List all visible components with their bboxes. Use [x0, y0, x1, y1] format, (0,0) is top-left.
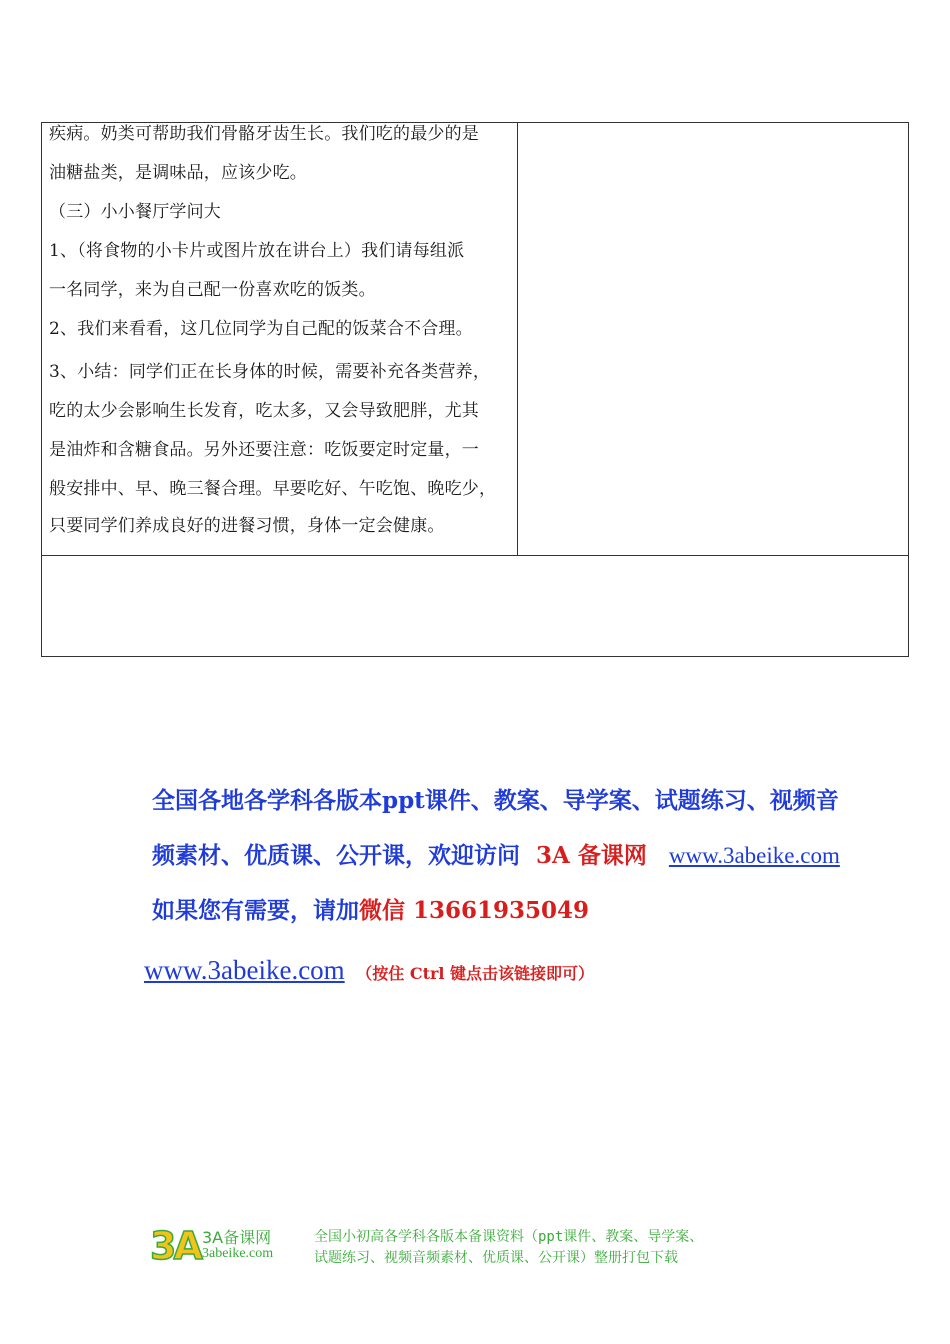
promo-line-2 [152, 837, 840, 870]
content-line: 2、我们来看看，这几位同学为自己配的饭菜合不合理。 [49, 319, 473, 339]
section-heading: （三）小小餐厅学问大 [49, 202, 221, 222]
wechat-contact: 微信 13661935049 [359, 897, 590, 924]
website-link[interactable]: www.3abeike.com [144, 955, 345, 985]
lesson-content-cell [42, 123, 518, 555]
content-line: 油糖盐类，是调味品，应该少吃。 [49, 163, 307, 183]
content-line: 只要同学们养成良好的进餐习惯，身体一定会健康。 [49, 516, 445, 536]
promo-text: 频素材、优质课、公开课，欢迎访问 [152, 842, 520, 869]
promo-line-3 [152, 892, 589, 925]
footer-line-2: 试题练习、视频音频素材、优质课、公开课）整册打包下载 [314, 1250, 678, 1266]
promo-text: 如果您有需要，请加 [152, 897, 359, 924]
brand-name: 3A 备课网 [536, 842, 647, 869]
promo-line-4 [144, 955, 594, 986]
table-row-empty [42, 556, 908, 656]
table-row [42, 123, 908, 556]
content-line: 一名同学，来为自己配一份喜欢吃的饭类。 [49, 280, 376, 300]
content-line: 吃的太少会影响生长发育，吃太多，又会导致肥胖，尤其 [49, 401, 479, 421]
logo-domain: 3abeike.com [202, 1246, 274, 1261]
logo-name: 3A备课网 [202, 1228, 272, 1247]
content-line: 3、小结：同学们正在长身体的时候，需要补充各类营养， [49, 362, 491, 382]
content-line: 疾病。奶类可帮助我们骨骼牙齿生长。我们吃的最少的是 [49, 124, 479, 144]
link-hint: （按住 Ctrl 键点击该链接即可） [356, 964, 595, 983]
site-logo [150, 1224, 300, 1268]
footer-line-1: 全国小初高各学科各版本备课资料（ppt课件、教案、导学案、 [314, 1229, 704, 1245]
content-line: 1、（将食物的小卡片或图片放在讲台上）我们请每组派 [49, 241, 465, 261]
logo-mark: 3A [150, 1224, 200, 1268]
lesson-table [41, 122, 909, 657]
website-link[interactable]: www.3abeike.com [668, 843, 840, 868]
notes-cell [518, 123, 908, 555]
promo-line-1: 全国各地各学科各版本ppt课件、教案、导学案、试题练习、视频音 [152, 787, 839, 814]
content-line: 般安排中、早、晚三餐合理。早要吃好、午吃饱、晚吃少， [49, 479, 497, 499]
content-line: 是油炸和含糖食品。另外还要注意：吃饭要定时定量，一 [49, 440, 479, 460]
